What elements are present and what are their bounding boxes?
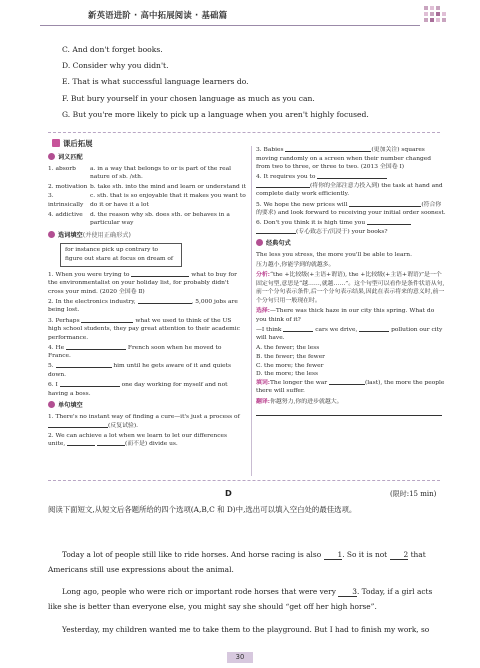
instruction: 阅读下面短文,从短文后各题所给的四个选项(A,B,C 和 D)中,选出可以填入空白处的最佳选项。: [48, 505, 357, 514]
decorative-squares-icon: [424, 6, 450, 28]
answer-blank[interactable]: [256, 182, 310, 188]
answer-blank[interactable]: [66, 344, 126, 350]
question-3: 3. Perhaps what we used to think of the US high school students, they pay great attention to their academic performance.: [48, 317, 240, 341]
match-row: 3. intrinsically c. sth. that is so enjoyable that it makes you want to do it or have it a lot: [48, 193, 246, 208]
choice-d[interactable]: D. the more; the less: [256, 371, 319, 378]
right-column: [256, 146, 446, 416]
word-choice-heading: 选词填空(并使用正确形式): [48, 231, 246, 241]
answer-blank[interactable]: [349, 201, 421, 207]
pen-icon: [48, 231, 55, 238]
classic-sentence: The less you stress, the more you'll be able to learn.: [256, 252, 412, 259]
match-row: 4. addictive d. the reason why sb. does sth. or behaves in a particular way: [48, 211, 230, 227]
classic-sentence-heading: 经典句式: [256, 239, 446, 249]
page-number: 30: [227, 652, 253, 663]
question-r5: 5. We hope the new prices will (符合你的要求) and look forward to receiving your initial order soonest.: [256, 201, 446, 217]
column-divider: [251, 146, 252, 476]
single-fill-heading: 单句填空: [48, 401, 246, 411]
answer-blank[interactable]: [256, 228, 296, 234]
answer-blank[interactable]: [359, 326, 389, 332]
option-f: F. But bury yourself in your chosen language as much as you can.: [62, 93, 315, 103]
question-r4: 4. It requires you to (将你的全部注意力投入到) the task at hand and complete daily work efficiently.: [256, 174, 443, 198]
answer-blank[interactable]: [131, 271, 189, 277]
answer-blank[interactable]: [285, 146, 371, 152]
pen-icon: [48, 153, 55, 160]
match-row: 2. motivation b. take sth. into the mind and learn or understand it: [48, 183, 246, 190]
pen-icon: [256, 239, 263, 246]
page-header: [0, 0, 480, 30]
answer-blank[interactable]: [138, 298, 192, 304]
question-r6: 6. Don't you think it is high time you (专心致志于/沉浸于) your books?: [256, 219, 446, 236]
left-column: [48, 150, 246, 450]
question-1: 1. When you were trying to what to buy for the environmentalist on your holiday list, for probably didn't cross your mind. (2020 全国卷 Ⅱ): [48, 271, 237, 295]
after-class-badge-icon: [52, 139, 60, 147]
question-5: 5. him until he gets aware of it and quiets down.: [48, 363, 232, 379]
answer-blank[interactable]: [48, 422, 108, 428]
section-label: D: [225, 488, 232, 498]
paragraph-3: Yesterday, my children wanted me to take them to the playground. But I had to finish my work, so: [62, 625, 430, 634]
option-g: G. But you're more likely to pick up a language when you aren't highly focused.: [62, 109, 369, 119]
question-2: 2. In the electronics industry, , 5,000 jobs are being lost.: [48, 298, 238, 314]
after-class-heading: 课后拓展: [52, 138, 93, 149]
cloze-blank-3[interactable]: 3: [338, 587, 357, 597]
cloze-blank-2[interactable]: 2: [390, 550, 409, 560]
paragraph-2: Long ago, people who were rich or important rode horses that were very 3. Today, if a girl acts like she is better than everyone else, you might say she should “get off her high horse”.: [48, 587, 433, 611]
time-limit: (限时:15 min): [390, 490, 437, 498]
answer-blank[interactable]: [317, 173, 387, 179]
pen-icon: [48, 401, 55, 408]
question-6: 6. I one day working for myself and not having a boss.: [48, 382, 228, 397]
fill-word: 填词:The longer the war (last), the more the people there will suffer.: [256, 378, 445, 395]
answer-blank[interactable]: [329, 379, 365, 385]
answer-blank[interactable]: [97, 440, 125, 446]
answer-blank[interactable]: [256, 410, 442, 416]
question-4: 4. He French soon when he moved to France.: [48, 344, 222, 360]
option-e: E. That is what successful language learners do.: [62, 77, 249, 87]
word-bank-box: for instance pick up contrary to figure out stare at focus on dream of: [60, 243, 182, 266]
choice-b[interactable]: B. the fewer; the fewer: [256, 354, 325, 361]
question-r3: 3. Babies (更加关注) squares moving randomly on a screen when their number changed from two to three, or three to two. (2013 全国卷 Ⅰ): [256, 147, 432, 171]
cloze-blank-1[interactable]: 1: [324, 550, 343, 560]
answer-blank[interactable]: [283, 326, 313, 332]
paragraph-1: Today a lot of people still like to ride horses. And horse racing is also 1. So it is not 2 that Americans still use expressions about the animal.: [48, 550, 426, 574]
bottom-divider: [48, 480, 440, 481]
fill-question-1: 1. There's no instant way of finding a cure—it's just a process of (反复试验).: [48, 413, 240, 429]
answer-blank[interactable]: [81, 317, 133, 323]
option-d: D. Consider why you didn't.: [62, 61, 169, 71]
answer-blank[interactable]: [60, 381, 120, 387]
top-divider: [48, 132, 440, 133]
choice-c[interactable]: C. the more; the fewer: [256, 362, 324, 369]
translate: 翻译:你越努力,你的进步就越大。: [256, 397, 343, 405]
header-rule: [40, 25, 420, 26]
fill-question-2: 2. We can achieve a lot when we learn to let our differences unite, (而不是) divide us.: [48, 432, 228, 448]
classic-sentence-cn: 压力越小,你能学到的就越多。: [256, 262, 335, 269]
answer-blank[interactable]: [367, 219, 411, 225]
choice-question: 选择:—There was thick haze in our city this spring. What do you think of it?: [256, 307, 435, 323]
answer-blank[interactable]: [56, 362, 112, 368]
option-list: [62, 42, 369, 123]
vocab-match-heading: 词义匹配: [48, 153, 246, 163]
header-title: 新英语进阶 · 高中拓展阅读 · 基础篇: [88, 10, 228, 20]
answer-blank[interactable]: [67, 440, 95, 446]
choice-a[interactable]: A. the fewer; the less: [256, 345, 320, 352]
option-c: C. And don't forget books.: [62, 45, 163, 54]
choice-reply: —I think cars we drive, pollution our city will have.: [256, 326, 443, 342]
analysis: 分析:“the +比较级(+主语+谓语), the +比较级(+主语+谓语)”是一个固定句型,意思是“越……,就越……”。这个句型可以看作是条件状语从句,前一个分句表示条件,后一个分句表示结果,因此在表示将来的意义时,前一个分句只用一般现在时。: [256, 271, 445, 304]
match-row: 1. absorb a. in a way that belongs to or is part of the real nature of sb. /sth.: [48, 165, 231, 181]
